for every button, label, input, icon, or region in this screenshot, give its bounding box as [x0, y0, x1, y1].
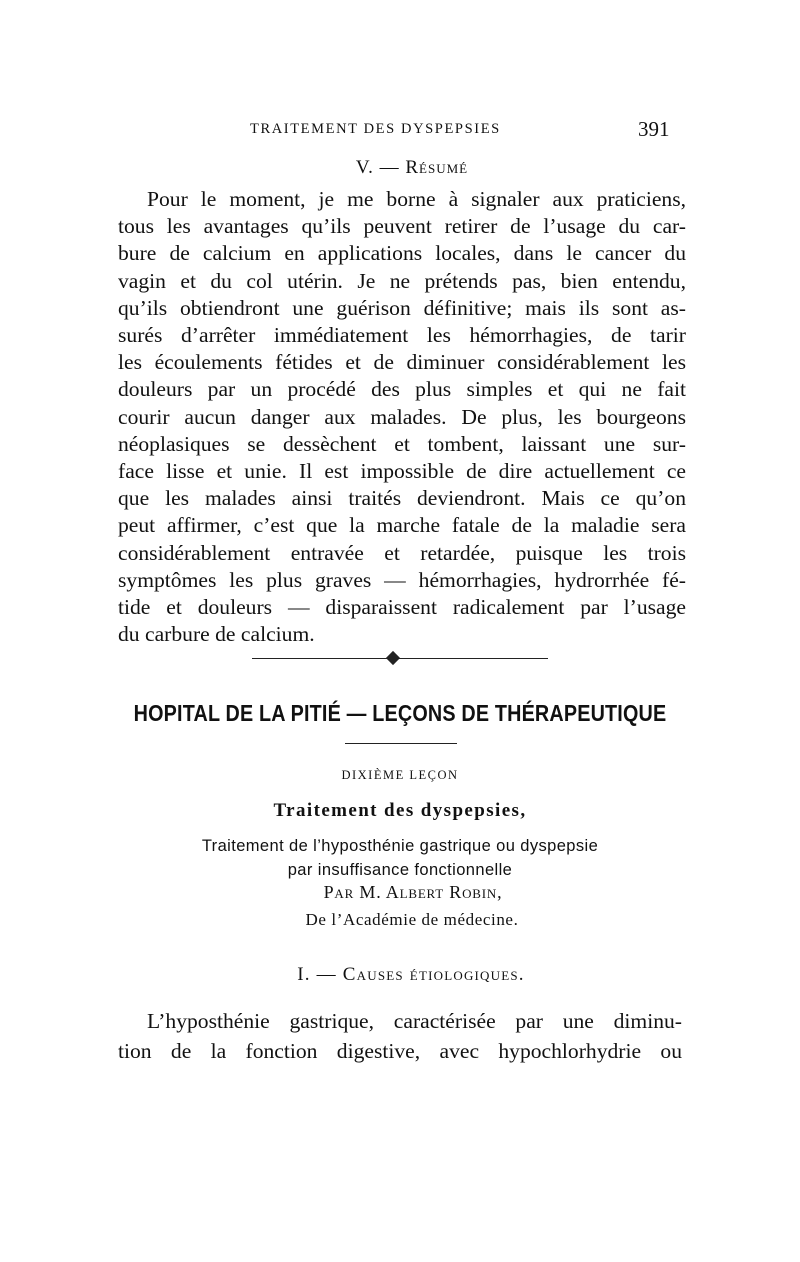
paragraph-line: du carbure de calcium. [118, 622, 315, 647]
section-heading-resume: V. — Résumé [355, 157, 469, 178]
page-number: 391 [638, 117, 670, 141]
resume-paragraph [118, 186, 686, 648]
divider-rule [252, 658, 548, 659]
lesson-subtitle-line: Traitement de l’hyposthénie gastrique ou dyspepsie [201, 837, 599, 855]
paragraph-line: peut affirmer, c’est que la marche fatale de la maladie sera [118, 513, 686, 538]
paragraph-line: face lisse et unie. Il est impossible de dire actuellement ce [118, 459, 686, 484]
running-head [0, 117, 800, 143]
diamond-ornament-icon [386, 651, 400, 665]
causes-paragraph [118, 1006, 682, 1066]
short-divider-rule [345, 743, 457, 744]
paragraph-line: néoplasiques se dessèchent et tombent, laissant une sur- [118, 431, 686, 456]
paragraph-line: que les malades ainsi traités deviendront. Mais ce qu’on [118, 486, 686, 511]
paragraph-line: considérablement entravée et retardée, puisque les trois [118, 540, 686, 565]
lecture-header: HOPITAL DE LA PITIÉ — LEÇONS DE THÉRAPEUTIQUE [133, 700, 667, 726]
paragraph-line: courir aucun danger aux malades. De plus, les bourgeons [118, 404, 686, 429]
paragraph-line: surés d’arrêter immédiatement les hémorrhagies, de tarir [118, 323, 686, 348]
lesson-number: DIXIÈME LEÇON [341, 768, 459, 782]
paragraph-line: vagin et du col utérin. Je ne prétends pas, bien entendu, [118, 268, 686, 293]
author-line: Par M. Albert Robin, [323, 882, 503, 902]
ornamental-divider [252, 651, 548, 665]
paragraph-line: tide et douleurs — disparaissent radicalement par l’usage [118, 595, 686, 620]
paragraph-line: tion de la fonction digestive, avec hypochlorhydrie ou [118, 1039, 682, 1063]
paragraph-line: qu’ils obtiendront une guérison définitive; mais ils sont as- [118, 295, 686, 320]
lesson-subtitle-line: par insuffisance fonctionnelle [287, 861, 513, 879]
paragraph-line: Pour le moment, je me borne à signaler aux praticiens, [147, 187, 686, 211]
running-title: TRAITEMENT DES DYSPEPSIES [250, 121, 501, 137]
section-heading-causes: I. — Causes étiologiques. [297, 964, 525, 985]
author-affiliation: De l’Académie de médecine. [305, 910, 519, 929]
paragraph-line: symptômes les plus graves — hémorrhagies, hydrorrhée fé- [118, 567, 686, 592]
paragraph-line: tous les avantages qu’ils peuvent retirer de l’usage du car- [118, 214, 686, 239]
lesson-title: Traitement des dyspepsies, [273, 800, 527, 821]
paragraph-line: douleurs par un procédé des plus simples et qui ne fait [118, 377, 686, 402]
paragraph-line: bure de calcium en applications locales, dans le cancer du [118, 241, 686, 266]
paragraph-line: les écoulements fétides et de diminuer considérablement les [118, 350, 686, 375]
lesson-subtitle [0, 834, 800, 882]
paragraph-line: L’hyposthénie gastrique, caractérisée par une diminu- [147, 1009, 682, 1033]
